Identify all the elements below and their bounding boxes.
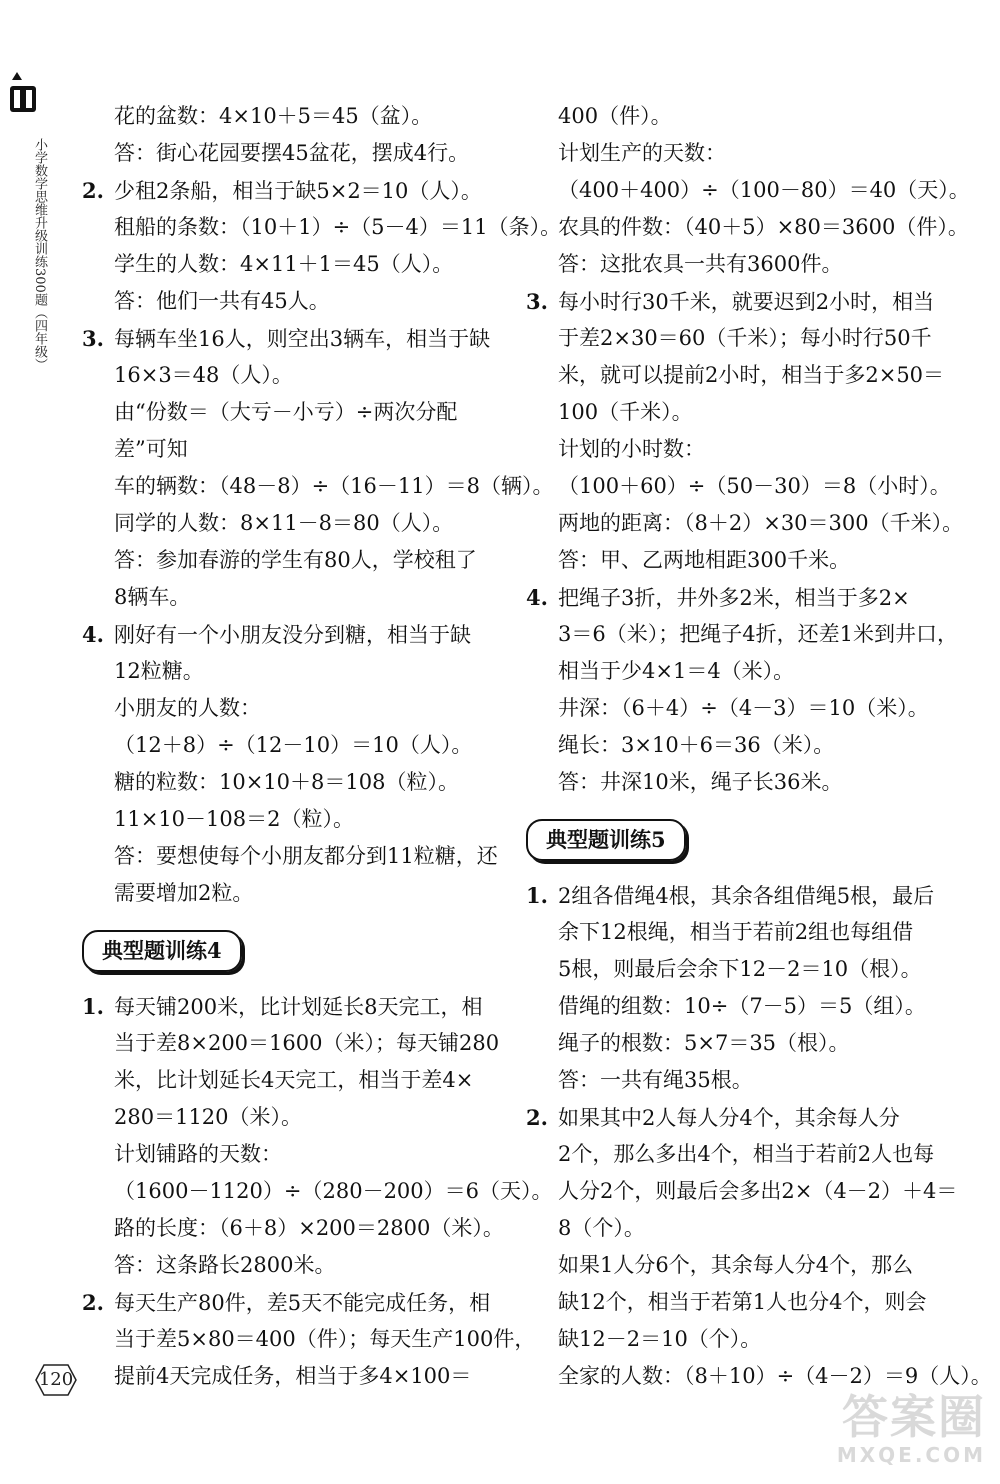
question-text: 如果其中2人每人分4个，其余每人分 (558, 1106, 900, 1130)
watermark (786, 1390, 986, 1470)
question-text: 把绳子3折，井外多2米，相当于多2× (558, 586, 910, 610)
answer-line: 100（千米）。 (558, 400, 693, 424)
answer-line: 12粒糖。 (114, 659, 204, 683)
answer-line: 16×3＝48（人）。 (114, 363, 293, 387)
answer-line: 当于差8×200＝1600（米）；每天铺280 (114, 1031, 500, 1055)
question-number: 2. (82, 178, 104, 203)
question-line (526, 579, 931, 616)
question-line (526, 877, 935, 914)
answer-line: 于差2×30＝60（千米）；每小时行50千 (558, 326, 932, 350)
section-heading: 典型题训练4 (82, 930, 242, 972)
answer-line: 农具的件数：（40＋5）×80＝3600（件）。 (558, 215, 969, 239)
answer-line: 车的辆数：（48－8）÷（16－11）＝8（辆）。 (114, 474, 554, 498)
answer-line: 相当于少4×1＝4（米）。 (558, 659, 795, 683)
answer-line: 花的盆数：4×10＋5＝45（盆）。 (114, 104, 433, 128)
answer-line: 借绳的组数：10÷（7－5）＝5（组）。 (558, 994, 926, 1018)
question-text: 每小时行30千米，就要迟到2小时，相当 (558, 290, 935, 314)
answer-line: 5根，则最后会余下12－2＝10（根）。 (558, 957, 922, 981)
question-number: 1. (526, 883, 548, 908)
answer-line: 答：这条路长2800米。 (114, 1253, 336, 1277)
answer-line: 余下12根绳，相当于若前2组也每组借 (558, 920, 914, 944)
answer-line: 井深：（6＋4）÷（4－3）＝10（米）。 (558, 696, 929, 720)
answer-line: 需要增加2粒。 (114, 881, 254, 905)
answer-line: 学生的人数：4×11＋1＝45（人）。 (114, 252, 454, 276)
answer-line: 绳子的根数：5×7＝35（根）。 (558, 1031, 850, 1055)
question-number: 2. (82, 1290, 104, 1315)
left-column (82, 98, 562, 1395)
section-heading-wrap (526, 801, 931, 877)
question-text: 2组各借绳4根，其余各组借绳5根，最后 (558, 884, 935, 908)
answer-line: 8（个）。 (558, 1216, 645, 1240)
question-number: 4. (82, 622, 104, 647)
answer-line: 如果1人分6个，其余每人分4个，那么 (558, 1253, 914, 1277)
answer-line: 租船的条数：（10＋1）÷（5－4）＝11（条）。 (114, 215, 562, 239)
answer-line: 2个，那么多出4个，相当于若前2人也每 (558, 1142, 935, 1166)
question-number: 3. (82, 326, 104, 351)
answer-line: 答：要想使每个小朋友都分到11粒糖，还 (114, 844, 498, 868)
question-line (526, 283, 935, 320)
right-column (526, 98, 992, 1395)
answer-line: 糖的粒数：10×10＋8＝108（粒）。 (114, 770, 459, 794)
answer-line: 全家的人数：（8＋10）÷（4－2）＝9（人）。 (558, 1364, 992, 1388)
question-line (82, 988, 487, 1025)
section-heading-wrap (82, 912, 487, 988)
answer-line: 两地的距离：（8＋2）×30＝300（千米）。 (558, 511, 964, 535)
question-text: 少租2条船，相当于缺5×2＝10（人）。 (114, 179, 482, 203)
question-text: 每辆车坐16人，则空出3辆车，相当于缺 (114, 327, 491, 351)
answer-line: 人分2个，则最后会多出2×（4－2）＋4＝ (558, 1179, 958, 1203)
answer-line: （1600－1120）÷（280－200）＝6（天）。 (114, 1179, 553, 1203)
question-line (82, 320, 491, 357)
question-line (82, 616, 487, 653)
answer-line: 280＝1120（米）。 (114, 1105, 303, 1129)
answer-line: 当于差5×80＝400（件）；每天生产100件， (114, 1327, 536, 1351)
answer-line: 计划铺路的天数： (114, 1142, 282, 1166)
question-number: 3. (526, 289, 548, 314)
answer-line: 答：井深10米，绳子长36米。 (558, 770, 843, 794)
answer-line: 答：街心花园要摆45盆花，摆成4行。 (114, 141, 470, 165)
answer-line: 缺12－2＝10（个）。 (558, 1327, 762, 1351)
answer-line: 计划生产的天数： (558, 141, 726, 165)
answer-line: （100＋60）÷（50－30）＝8（小时）。 (558, 474, 951, 498)
question-line (82, 1284, 491, 1321)
answer-line: 8辆车。 (114, 585, 191, 609)
answer-line: （400＋400）÷（100－80）＝40（天）。 (558, 178, 970, 202)
answer-line: 答：参加春游的学生有80人，学校租了 (114, 548, 477, 572)
answer-line: 答：一共有绳35根。 (558, 1068, 753, 1092)
answer-line: 3＝6（米）；把绳子4折，还差1米到井口， (558, 622, 958, 646)
answer-line: 11×10－108＝2（粒）。 (114, 807, 354, 831)
question-text: 每天铺200米，比计划延长8天完工，相 (114, 995, 483, 1019)
answer-line: 小朋友的人数： (114, 696, 261, 720)
question-number: 4. (526, 585, 548, 610)
series-title: 小学数学思维升级训练300题（四年级） (32, 138, 47, 371)
answer-line: 路的长度：（6＋8）×200＝2800（米）。 (114, 1216, 504, 1240)
question-number: 2. (526, 1105, 548, 1130)
answer-line: 缺12个，相当于若第1人也分4个，则会 (558, 1290, 927, 1314)
answer-line: 同学的人数：8×11－8＝80（人）。 (114, 511, 454, 535)
question-number: 1. (82, 994, 104, 1019)
answer-line: 提前4天完成任务，相当于多4×100＝ (114, 1364, 472, 1388)
answer-line: 由“份数＝（大亏－小亏）÷两次分配 (114, 400, 458, 424)
series-logo-icon (10, 72, 40, 122)
answer-line: 米，就可以提前2小时，相当于多2×50＝ (558, 363, 945, 387)
answer-line: （12＋8）÷（12－10）＝10（人）。 (114, 733, 473, 757)
answer-line: 绳长：3×10＋6＝36（米）。 (558, 733, 835, 757)
page-number (34, 1362, 78, 1398)
watermark-sub: MXQE.COM (836, 1443, 986, 1467)
page-number-text: 120 (38, 1369, 74, 1390)
question-line (526, 1099, 931, 1136)
answer-line: 差”可知 (114, 437, 188, 461)
answer-line: 答：这批农具一共有3600件。 (558, 252, 843, 276)
question-text: 刚好有一个小朋友没分到糖，相当于缺 (114, 623, 471, 647)
question-text: 每天生产80件，差5天不能完成任务，相 (114, 1291, 491, 1315)
answer-line: 400（件）。 (558, 104, 672, 128)
watermark-main: 答案圈 (842, 1390, 986, 1444)
question-line (82, 172, 487, 209)
answer-line: 答：他们一共有45人。 (114, 289, 330, 313)
answer-line: 答：甲、乙两地相距300千米。 (558, 548, 851, 572)
answer-line: 计划的小时数： (558, 437, 705, 461)
section-heading: 典型题训练5 (526, 819, 686, 861)
answer-line: 米，比计划延长4天完工，相当于差4× (114, 1068, 474, 1092)
